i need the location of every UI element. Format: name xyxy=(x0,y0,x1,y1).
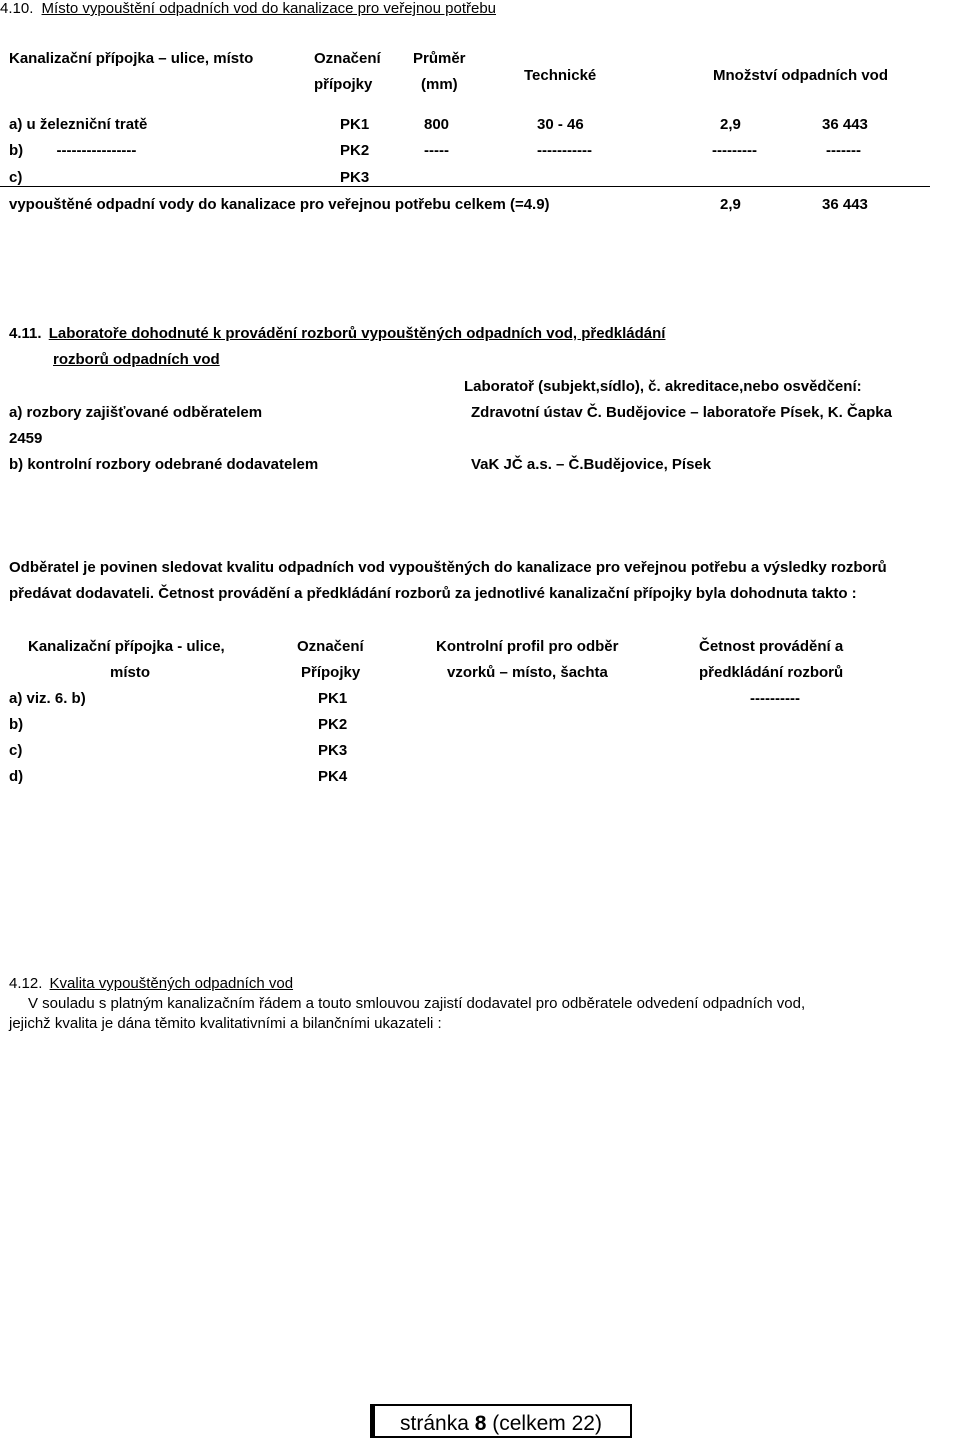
freq-row-a-code: PK1 xyxy=(318,690,348,707)
col-header-diameter-1: Průměr xyxy=(413,50,466,67)
row-b-diameter: ----- xyxy=(424,142,449,159)
row-a-quantity-1: 2,9 xyxy=(720,116,741,133)
lab-row-b-value: VaK JČ a.s. – Č.Budějovice, Písek xyxy=(471,456,712,473)
section-title: Kvalita vypouštěných odpadních vod xyxy=(49,975,294,992)
freq-row-a-label: a) viz. 6. b) xyxy=(9,690,86,707)
section-4-10-heading xyxy=(0,0,496,18)
total-quantity-1: 2,9 xyxy=(720,196,741,213)
lab-header: Laboratoř (subjekt,sídlo), č. akreditace,nebo osvědčení: xyxy=(464,378,862,395)
page-total: (celkem 22) xyxy=(486,1412,602,1435)
table-divider xyxy=(0,186,930,187)
total-quantity-2: 36 443 xyxy=(822,196,868,213)
duty-paragraph-line-1: Odběratel je povinen sledovat kvalitu odpadních vod vypouštěných do kanalizace pro veřejnou potřebu a výsledky rozborů xyxy=(9,559,887,576)
lab-row-b-label: b) kontrolní rozbory odebrané dodavatelem xyxy=(9,456,319,473)
lab-row-a-label: a) rozbory zajišťované odběratelem xyxy=(9,404,263,421)
col-header-quantity: Množství odpadních vod xyxy=(713,67,888,84)
row-a-diameter: 800 xyxy=(424,116,450,133)
page-number-text xyxy=(372,1412,630,1436)
col-header-code-2: přípojky xyxy=(314,76,373,93)
section-number: 4.12. xyxy=(9,975,43,992)
col-header-diameter-2: (mm) xyxy=(421,76,458,93)
freq-header-connection-1: Kanalizační přípojka - ulice, xyxy=(28,638,225,655)
total-label: vypouštěné odpadní vody do kanalizace pro veřejnou potřebu celkem (=4.9) xyxy=(9,196,550,213)
row-c-label: c) xyxy=(9,169,23,186)
freq-row-d-code: PK4 xyxy=(318,768,348,785)
row-a-code: PK1 xyxy=(340,116,370,133)
freq-row-c-label: c) xyxy=(9,742,23,759)
freq-header-profile-1: Kontrolní profil pro odběr xyxy=(436,638,619,655)
freq-row-b-label: b) xyxy=(9,716,24,733)
section-number: 4.11. xyxy=(9,325,42,342)
col-header-technical-clip xyxy=(500,64,640,102)
page-prefix: stránka xyxy=(400,1412,475,1435)
col-header-connection: Kanalizační přípojka – ulice, místo xyxy=(9,50,254,67)
row-a-label: a) u železniční tratě xyxy=(9,116,148,133)
row-b-label: b) ---------------- xyxy=(9,142,137,159)
section-4-12-heading xyxy=(9,975,293,993)
row-b-quantity-2: ------- xyxy=(826,142,861,159)
freq-row-d-label: d) xyxy=(9,768,24,785)
freq-header-frequency-1: Četnost provádění a xyxy=(699,638,844,655)
section-title: Místo vypouštění odpadních vod do kanalizace pro veřejnou potřebu xyxy=(41,0,497,17)
col-header-code-1: Označení xyxy=(314,50,381,67)
page-number: 8 xyxy=(474,1412,487,1435)
row-a-quantity-2: 36 443 xyxy=(822,116,868,133)
lab-row-a-value: Zdravotní ústav Č. Budějovice – laboratoře Písek, K. Čapka xyxy=(471,404,892,421)
freq-header-code-2: Přípojky xyxy=(301,664,361,681)
freq-row-c-code: PK3 xyxy=(318,742,348,759)
section-number: 4.10. xyxy=(0,0,34,17)
col-header-quantity-clip xyxy=(700,64,920,102)
row-b-technical: ----------- xyxy=(537,142,592,159)
row-c-code: PK3 xyxy=(340,169,370,186)
freq-header-code-1: Označení xyxy=(297,638,364,655)
quality-paragraph-line-2: jejichž kvalita je dána těmito kvalitativními a bilančními ukazateli : xyxy=(9,1015,442,1032)
section-title-line-1: Laboratoře dohodnuté k provádění rozborů vypouštěných odpadních vod, předkládání xyxy=(48,325,666,342)
col-header-technical: Technické xyxy=(524,67,597,84)
section-4-11-heading xyxy=(9,325,665,343)
duty-paragraph-line-2: předávat dodavateli. Četnost provádění a předkládání rozborů za jednotlivé kanalizační přípojky byla dohodnuta takto : xyxy=(9,585,857,602)
row-b-code: PK2 xyxy=(340,142,370,159)
freq-row-a-frequency: ---------- xyxy=(750,690,800,707)
lab-row-a-continuation: 2459 xyxy=(9,430,43,447)
section-title-line-2: rozborů odpadních vod xyxy=(53,351,220,368)
row-b-quantity-1: --------- xyxy=(712,142,757,159)
freq-row-b-code: PK2 xyxy=(318,716,348,733)
freq-header-profile-2: vzorků – místo, šachta xyxy=(447,664,608,681)
row-a-technical: 30 - 46 xyxy=(537,116,584,133)
page-footer xyxy=(370,1404,632,1438)
freq-header-frequency-2: předkládání rozborů xyxy=(699,664,844,681)
quality-paragraph-line-1: V souladu s platným kanalizačním řádem a touto smlouvou zajistí dodavatel pro odběratele odvedení odpadních vod, xyxy=(28,995,806,1012)
freq-header-connection-2: místo xyxy=(110,664,151,681)
